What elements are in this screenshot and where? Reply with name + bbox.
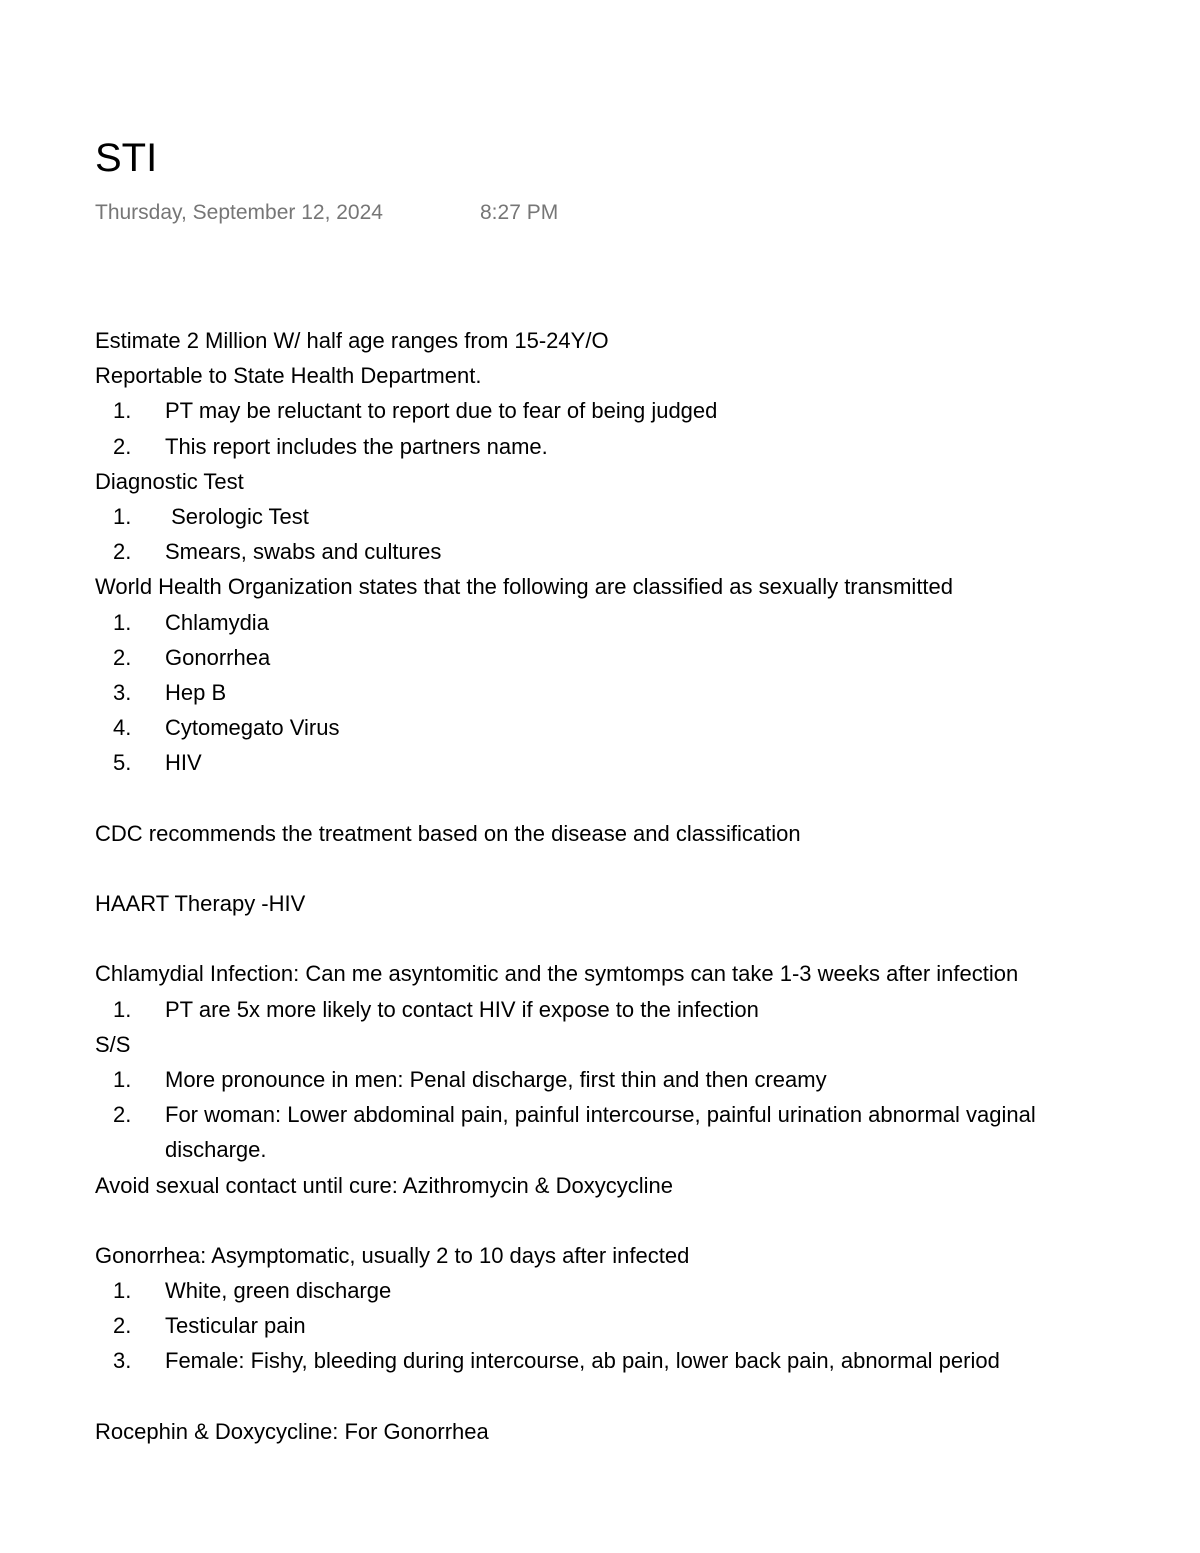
list-text: Chlamydia xyxy=(165,609,269,635)
list-number: 1. xyxy=(113,1278,132,1304)
paragraph: Chlamydial Infection: Can me asyntomitic and the symtomps can take 1-3 weeks after infection xyxy=(95,961,1019,987)
list-number: 4. xyxy=(113,715,132,741)
list-number: 2. xyxy=(113,644,132,670)
list-text: Female: Fishy, bleeding during intercourse, ab pain, lower back pain, abnormal period xyxy=(165,1348,1000,1374)
list-item xyxy=(95,710,1200,745)
list-item xyxy=(95,393,1200,428)
list-text: More pronounce in men: Penal discharge, first thin and then creamy xyxy=(165,1066,827,1092)
list-number: 3. xyxy=(113,1348,132,1374)
page-date: Thursday, September 12, 2024 xyxy=(95,201,383,224)
paragraph: S/S xyxy=(95,1031,131,1057)
blank-line xyxy=(95,851,1200,886)
blank-line xyxy=(95,780,1200,815)
list-text: Serologic Test xyxy=(165,503,309,529)
paragraph: Diagnostic Test xyxy=(95,468,244,494)
paragraph: Avoid sexual contact until cure: Azithromycin & Doxycycline xyxy=(95,1172,673,1198)
list-text: For woman: Lower abdominal pain, painful intercourse, painful urination abnormal vaginal xyxy=(165,1102,1036,1128)
list-number: 1. xyxy=(113,503,132,529)
page-time: 8:27 PM xyxy=(480,201,559,224)
list-number: 5. xyxy=(113,750,132,776)
list-text: Gonorrhea xyxy=(165,644,271,670)
list-number: 1. xyxy=(113,996,132,1022)
list-number: 3. xyxy=(113,679,132,705)
list-text: Hep B xyxy=(165,679,227,705)
list-item xyxy=(95,429,1200,464)
note-body xyxy=(95,323,1200,1449)
blank-line xyxy=(95,921,1200,956)
paragraph: Rocephin & Doxycycline: For Gonorrhea xyxy=(95,1418,489,1444)
blank-line xyxy=(95,1379,1200,1414)
paragraph: Reportable to State Health Department. xyxy=(95,363,482,389)
list-number: 1. xyxy=(113,609,132,635)
list-item xyxy=(95,1308,1200,1343)
paragraph: CDC recommends the treatment based on the disease and classification xyxy=(95,820,801,846)
list-number: 1. xyxy=(113,398,132,424)
list-item xyxy=(95,992,1200,1027)
list-item-continuation xyxy=(95,1132,1200,1167)
list-number: 2. xyxy=(113,1313,132,1339)
list-item xyxy=(95,605,1200,640)
list-text: Cytomegato Virus xyxy=(165,715,340,741)
list-text: PT are 5x more likely to contact HIV if expose to the infection xyxy=(165,996,759,1022)
blank-line xyxy=(95,1203,1200,1238)
list-number: 2. xyxy=(113,433,132,459)
list-item xyxy=(95,1343,1200,1378)
list-text: discharge. xyxy=(165,1137,267,1163)
list-number: 2. xyxy=(113,539,132,565)
list-item xyxy=(95,1062,1200,1097)
list-text: White, green discharge xyxy=(165,1278,392,1304)
paragraph: HAART Therapy -HIV xyxy=(95,891,306,916)
paragraph: World Health Organization states that the following are classified as sexually transmitted xyxy=(95,574,954,600)
list-item xyxy=(95,745,1200,780)
list-text: Smears, swabs and cultures xyxy=(165,539,442,565)
list-text: HIV xyxy=(165,750,202,776)
list-item xyxy=(95,640,1200,675)
list-item xyxy=(95,1273,1200,1308)
list-item xyxy=(95,534,1200,569)
list-number: 1. xyxy=(113,1066,132,1092)
paragraph: Estimate 2 Million W/ half age ranges from 15-24Y/O xyxy=(95,328,609,353)
list-item xyxy=(95,675,1200,710)
page-timestamp xyxy=(95,199,559,227)
list-text: Testicular pain xyxy=(165,1313,306,1339)
list-text: PT may be reluctant to report due to fear of being judged xyxy=(165,398,718,424)
paragraph: Gonorrhea: Asymptomatic, usually 2 to 10 days after infected xyxy=(95,1242,690,1268)
list-item xyxy=(95,499,1200,534)
list-number: 2. xyxy=(113,1102,132,1128)
list-text: This report includes the partners name. xyxy=(165,433,548,459)
list-item xyxy=(95,1097,1200,1132)
page-title: STI xyxy=(95,136,158,180)
